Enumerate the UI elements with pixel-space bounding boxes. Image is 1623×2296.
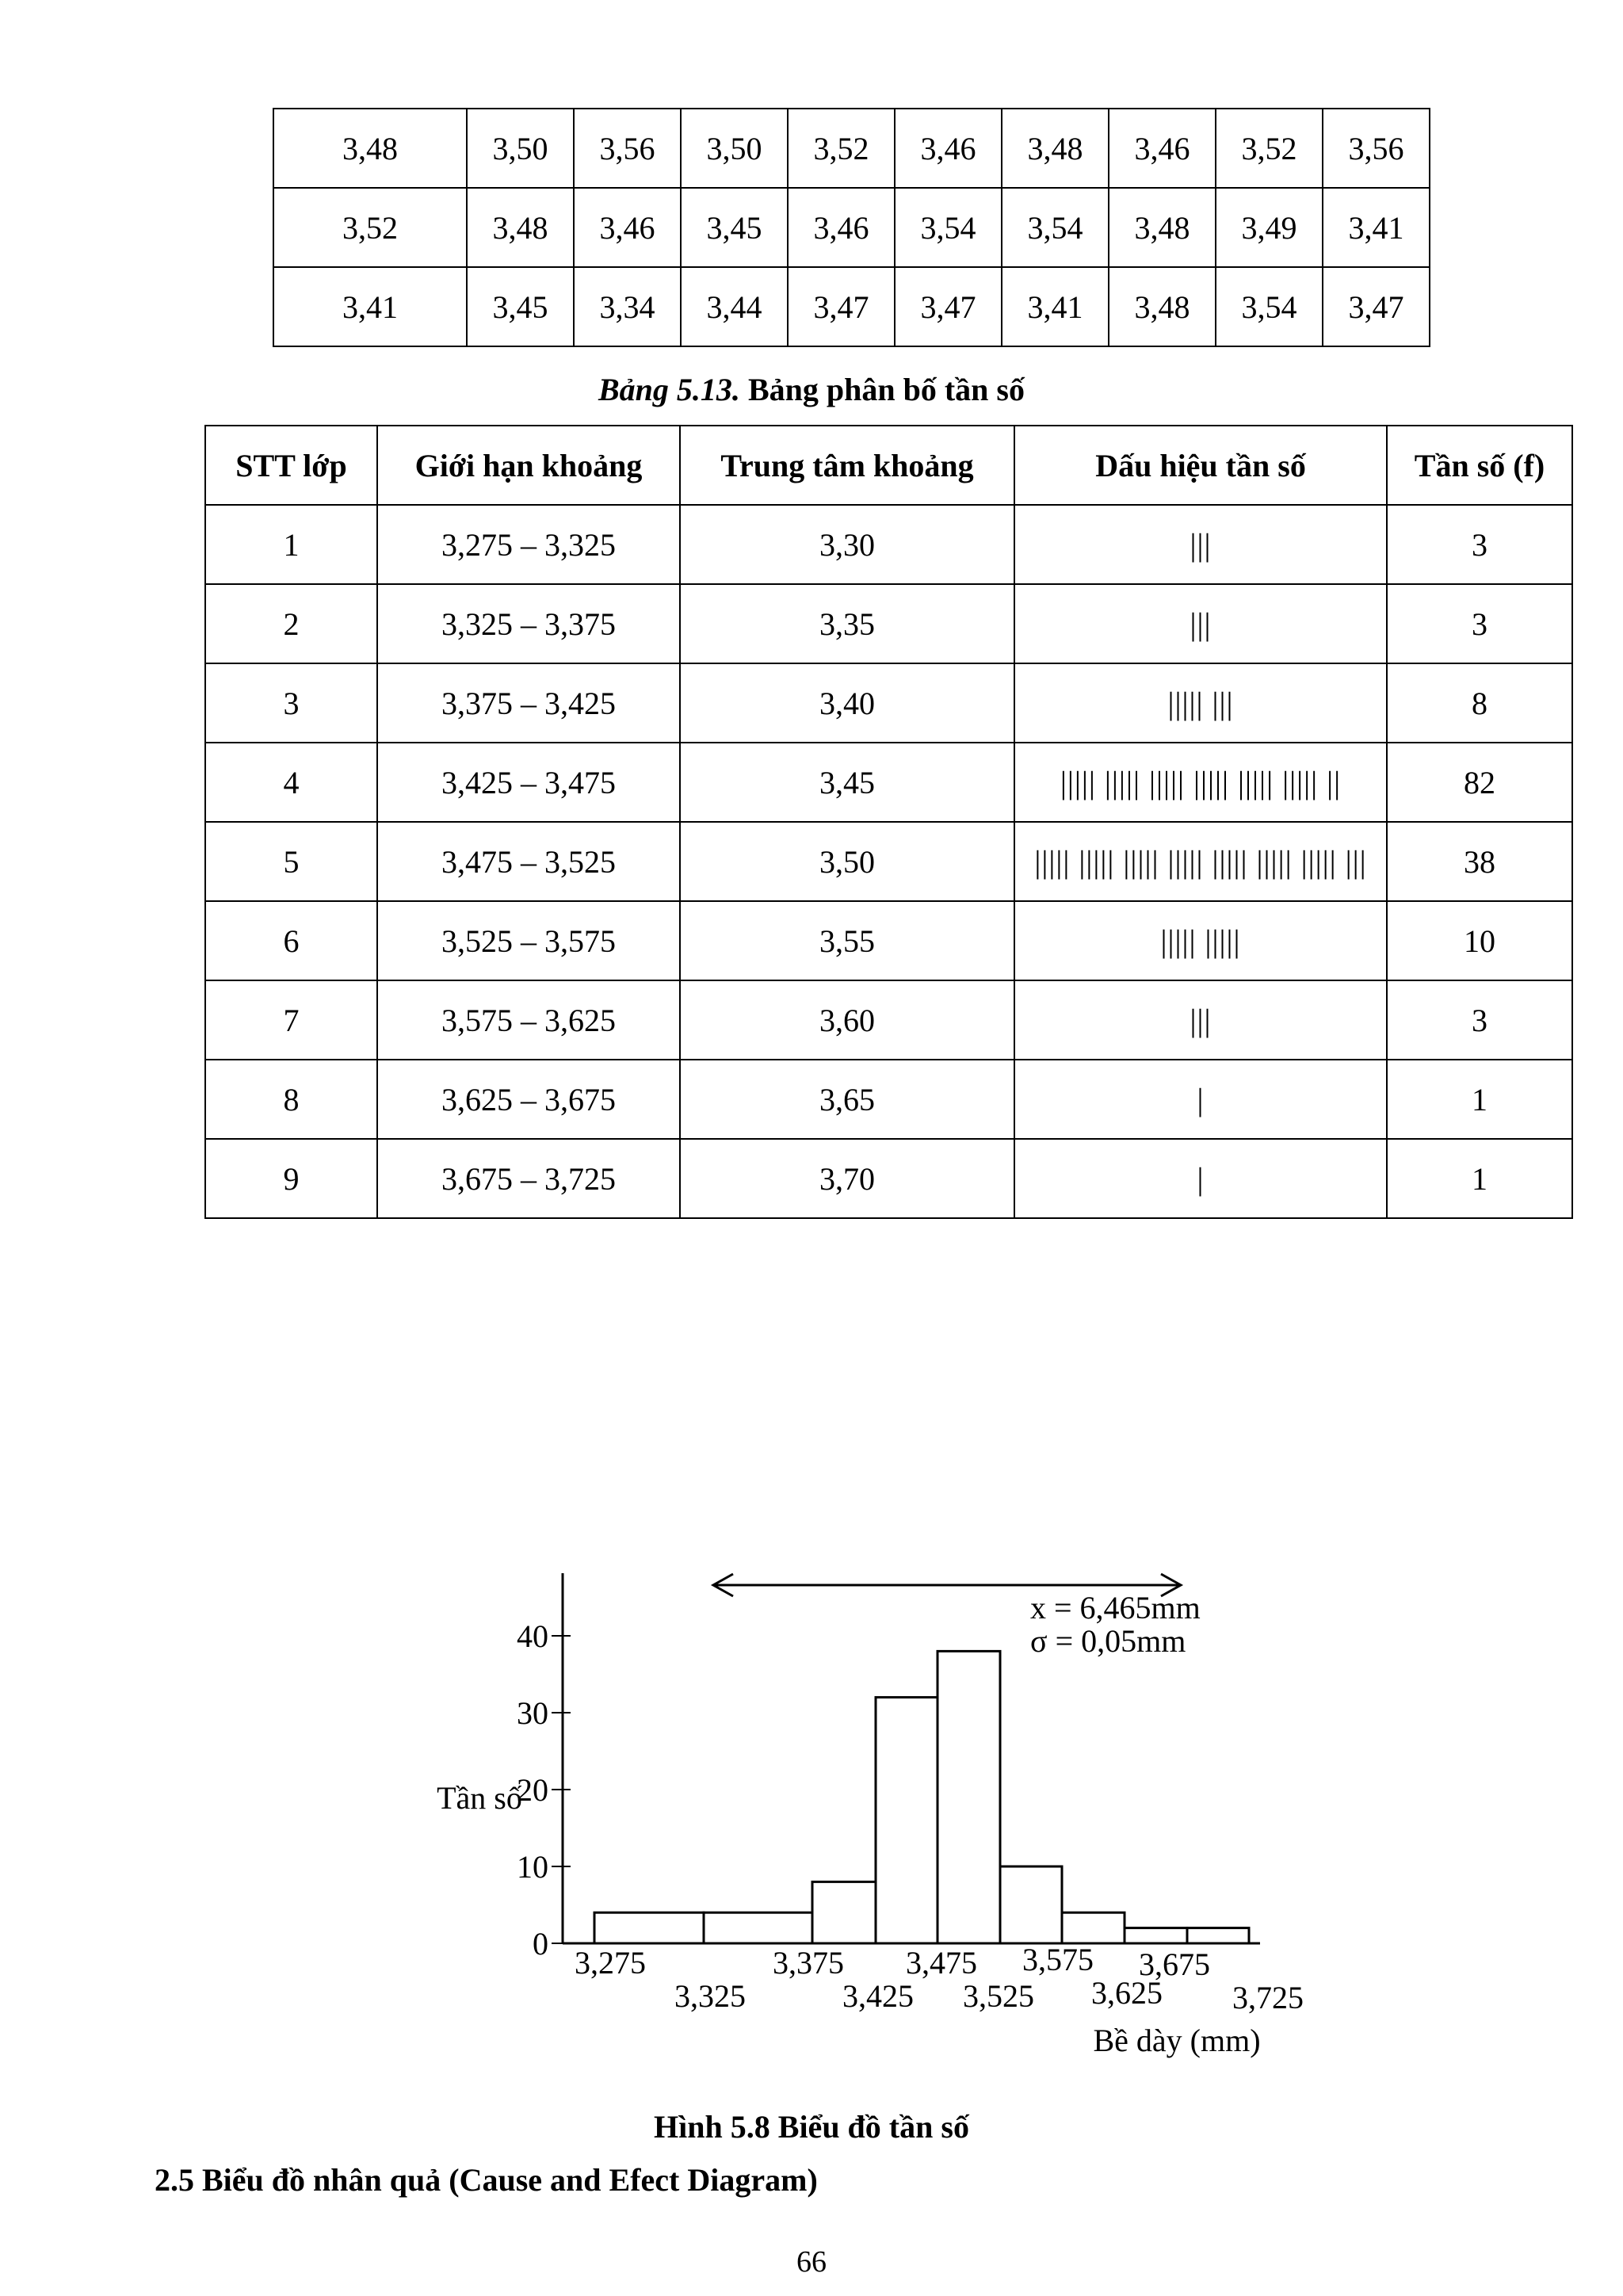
histogram-bar — [938, 1651, 1000, 1943]
table-row — [205, 1139, 1572, 1218]
measurement-cell: 3,41 — [273, 267, 467, 346]
header-interval-limits: Giới hạn khoảng — [377, 426, 680, 505]
table-row — [273, 267, 1430, 346]
measurement-cell: 3,50 — [467, 109, 574, 188]
x-tick-label: 3,525 — [963, 1978, 1034, 2014]
table-row — [205, 980, 1572, 1060]
tally-marks-cell: ||||| ||||| ||||| ||||| ||||| ||||| || — [1014, 743, 1387, 822]
interval-limits-cell: 3,275 – 3,325 — [377, 505, 680, 584]
tally-marks-cell: ||||| ||||| ||||| ||||| ||||| ||||| ||||| ||| — [1014, 822, 1387, 901]
table-row — [205, 505, 1572, 584]
histogram-bar — [1125, 1928, 1187, 1943]
measurement-cell: 3,41 — [1323, 188, 1430, 267]
table-row — [205, 743, 1572, 822]
interval-limits-cell: 3,625 – 3,675 — [377, 1060, 680, 1139]
x-tick-label: 3,475 — [906, 1945, 977, 1981]
y-tick-label: 0 — [533, 1926, 548, 1962]
frequency-cell: 8 — [1387, 663, 1572, 743]
measurement-cell: 3,47 — [895, 267, 1002, 346]
x-tick-label: 3,375 — [773, 1945, 844, 1981]
measurement-cell: 3,52 — [273, 188, 467, 267]
interval-limits-cell: 3,675 – 3,725 — [377, 1139, 680, 1218]
frequency-cell: 3 — [1387, 584, 1572, 663]
frequency-cell: 1 — [1387, 1139, 1572, 1218]
measurement-cell: 3,54 — [1216, 267, 1323, 346]
measurement-cell: 3,46 — [1109, 109, 1216, 188]
measurement-cell: 3,46 — [574, 188, 681, 267]
measurement-cell: 3,41 — [1002, 267, 1109, 346]
histogram-bar — [812, 1881, 876, 1943]
table-caption-text: Bảng phân bố tần số — [739, 372, 1025, 407]
class-index-cell: 4 — [205, 743, 377, 822]
histogram-bar — [594, 1912, 704, 1943]
interval-center-cell: 3,70 — [680, 1139, 1014, 1218]
figure-caption: Hình 5.8 Biểu đồ tần số — [654, 2109, 969, 2145]
frequency-cell: 3 — [1387, 980, 1572, 1060]
measurement-cell: 3,44 — [681, 267, 788, 346]
measurement-cell: 3,50 — [681, 109, 788, 188]
measurement-cell: 3,48 — [273, 109, 467, 188]
chart-annotation: x = 6,465mm — [1030, 1590, 1201, 1626]
frequency-cell: 3 — [1387, 505, 1572, 584]
measurement-cell: 3,45 — [467, 267, 574, 346]
chart-annotation: σ = 0,05mm — [1030, 1623, 1186, 1659]
tally-marks-cell: | — [1014, 1060, 1387, 1139]
frequency-cell: 10 — [1387, 901, 1572, 980]
class-index-cell: 1 — [205, 505, 377, 584]
y-tick-label: 40 — [517, 1618, 548, 1654]
page-number: 66 — [796, 2245, 827, 2279]
measurement-cell: 3,52 — [1216, 109, 1323, 188]
tally-marks-cell: ||| — [1014, 584, 1387, 663]
interval-center-cell: 3,45 — [680, 743, 1014, 822]
measurement-cell: 3,46 — [895, 109, 1002, 188]
measurement-cell: 3,48 — [1002, 109, 1109, 188]
x-tick-label: 3,575 — [1022, 1942, 1094, 1977]
tally-marks-cell: ||| — [1014, 505, 1387, 584]
interval-center-cell: 3,50 — [680, 822, 1014, 901]
class-index-cell: 7 — [205, 980, 377, 1060]
x-tick-label: 3,425 — [842, 1978, 914, 2014]
tally-marks-cell: ||| — [1014, 980, 1387, 1060]
frequency-table — [204, 425, 1573, 1219]
interval-limits-cell: 3,375 – 3,425 — [377, 663, 680, 743]
measurement-cell: 3,56 — [574, 109, 681, 188]
tally-marks-cell: ||||| ||||| — [1014, 901, 1387, 980]
table-row — [273, 188, 1430, 267]
table-row — [205, 901, 1572, 980]
measurement-cell: 3,54 — [1002, 188, 1109, 267]
table-row — [205, 663, 1572, 743]
frequency-cell: 38 — [1387, 822, 1572, 901]
measurement-cell: 3,48 — [1109, 188, 1216, 267]
histogram-bar — [1187, 1928, 1249, 1943]
histogram-bar — [1062, 1912, 1125, 1943]
header-tally-marks: Dấu hiệu tần số — [1014, 426, 1387, 505]
class-index-cell: 5 — [205, 822, 377, 901]
interval-center-cell: 3,35 — [680, 584, 1014, 663]
x-tick-label: 3,275 — [575, 1945, 646, 1981]
interval-center-cell: 3,60 — [680, 980, 1014, 1060]
measurement-cell: 3,45 — [681, 188, 788, 267]
x-tick-label: 3,675 — [1139, 1946, 1210, 1982]
measurement-cell: 3,34 — [574, 267, 681, 346]
measurement-cell: 3,46 — [788, 188, 895, 267]
section-heading: 2.5 Biểu đồ nhân quả (Cause and Efect Diagram) — [155, 2162, 818, 2198]
frequency-histogram — [349, 1545, 1323, 2061]
table-row — [273, 109, 1430, 188]
header-interval-center: Trung tâm khoảng — [680, 426, 1014, 505]
x-tick-label: 3,625 — [1091, 1975, 1163, 2011]
y-axis-label: Tần số — [437, 1780, 522, 1816]
histogram-bar — [1000, 1866, 1062, 1943]
y-tick-label: 10 — [517, 1849, 548, 1885]
measurement-cell: 3,48 — [1109, 267, 1216, 346]
table-caption-label: Bảng 5.13. — [598, 372, 740, 407]
measurement-cell: 3,54 — [895, 188, 1002, 267]
measurement-cell: 3,47 — [1323, 267, 1430, 346]
interval-limits-cell: 3,325 – 3,375 — [377, 584, 680, 663]
measurement-cell: 3,49 — [1216, 188, 1323, 267]
class-index-cell: 2 — [205, 584, 377, 663]
class-index-cell: 9 — [205, 1139, 377, 1218]
histogram-bar — [704, 1912, 812, 1943]
interval-limits-cell: 3,425 – 3,475 — [377, 743, 680, 822]
table-row — [205, 1060, 1572, 1139]
measurement-cell: 3,56 — [1323, 109, 1430, 188]
measurement-cell: 3,52 — [788, 109, 895, 188]
header-class-index: STT lớp — [205, 426, 377, 505]
measurement-table — [273, 108, 1430, 347]
interval-center-cell: 3,65 — [680, 1060, 1014, 1139]
frequency-cell: 1 — [1387, 1060, 1572, 1139]
class-index-cell: 8 — [205, 1060, 377, 1139]
tally-marks-cell: | — [1014, 1139, 1387, 1218]
header-frequency: Tần số (f) — [1387, 426, 1572, 505]
x-tick-label: 3,725 — [1232, 1980, 1304, 2015]
class-index-cell: 3 — [205, 663, 377, 743]
interval-center-cell: 3,40 — [680, 663, 1014, 743]
x-axis-label: Bề dày (mm) — [1093, 2023, 1261, 2058]
y-tick-label: 30 — [517, 1695, 548, 1731]
interval-limits-cell: 3,475 – 3,525 — [377, 822, 680, 901]
measurement-cell: 3,48 — [467, 188, 574, 267]
frequency-cell: 82 — [1387, 743, 1572, 822]
table-row — [205, 584, 1572, 663]
interval-center-cell: 3,55 — [680, 901, 1014, 980]
x-tick-label: 3,325 — [674, 1978, 746, 2014]
interval-limits-cell: 3,575 – 3,625 — [377, 980, 680, 1060]
histogram-bar — [876, 1698, 938, 1943]
y-tick-label: 20 — [517, 1772, 548, 1808]
interval-center-cell: 3,30 — [680, 505, 1014, 584]
measurement-cell: 3,47 — [788, 267, 895, 346]
table-caption — [0, 371, 1623, 408]
frequency-table-header-row — [205, 426, 1572, 505]
table-row — [205, 822, 1572, 901]
class-index-cell: 6 — [205, 901, 377, 980]
tally-marks-cell: ||||| ||| — [1014, 663, 1387, 743]
interval-limits-cell: 3,525 – 3,575 — [377, 901, 680, 980]
